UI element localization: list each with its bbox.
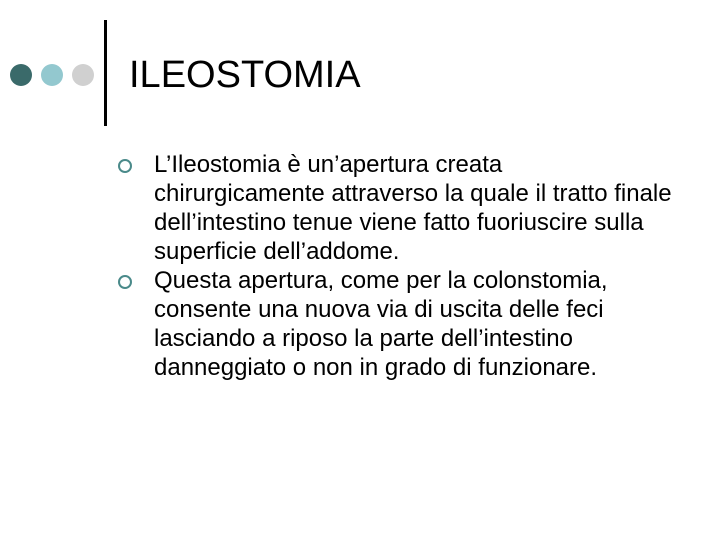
slide-title: ILEOSTOMIA xyxy=(129,54,361,96)
title-divider xyxy=(104,20,107,126)
bullet-item xyxy=(118,150,678,266)
bullet-item xyxy=(118,266,678,382)
teal-dot-icon xyxy=(41,64,63,86)
grey-dot-icon xyxy=(72,64,94,86)
bullet-text: L’Ileostomia è un’apertura creata chirurgicamente attraverso la quale il tratto finale dell’intestino tenue viene fatto fuoriuscire sulla superficie dell’addome. xyxy=(154,151,672,265)
dark-dot-icon xyxy=(10,64,32,86)
bullet-text: Questa apertura, come per la colonstomia, consente una nuova via di uscita delle feci lasciando a riposo la parte dell’intestino danneggiato o non in grado di funzionare. xyxy=(154,267,608,381)
bullet-list xyxy=(118,150,678,382)
bullet-circle-icon xyxy=(118,159,132,173)
bullet-circle-icon xyxy=(118,275,132,289)
